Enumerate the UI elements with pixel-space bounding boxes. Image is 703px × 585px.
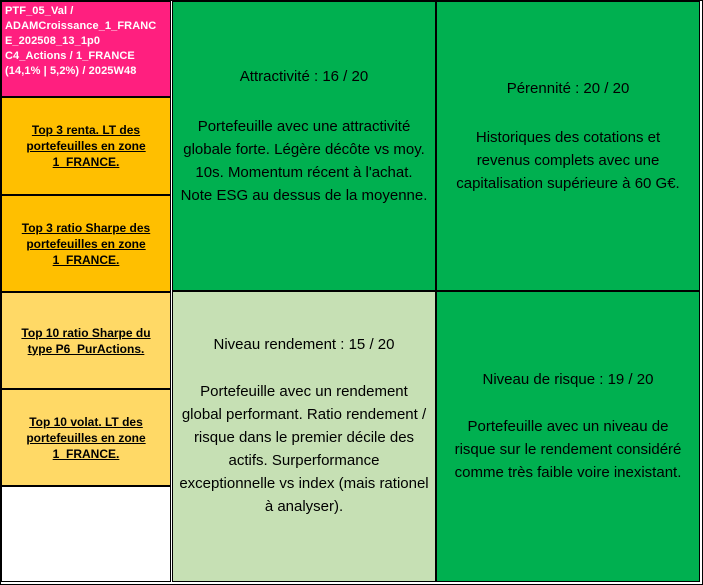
- rendement-description: Portefeuille avec un rendement global performant. Ratio rendement / risque dans le premier décile des actifs. Surperformance exceptionnelle vs index (mais rationel à analyser).: [179, 383, 429, 515]
- perennite-description: Historiques des cotations et revenus complets avec une capitalisation supérieure à 60 G€.: [456, 129, 680, 192]
- top10-volat-link[interactable]: Top 10 volat. LT des portefeuilles en zone 1_FRANCE.: [26, 414, 146, 461]
- risque-cell: [436, 291, 700, 582]
- top3-renta-link[interactable]: Top 3 renta. LT des portefeuilles en zone 1_FRANCE.: [26, 123, 146, 169]
- empty-cell: [1, 486, 171, 582]
- rendement-cell: [172, 291, 436, 582]
- portfolio-line-4: C4_Actions / 1_FRANCE: [5, 50, 135, 62]
- top3-sharpe-link[interactable]: Top 3 ratio Sharpe des portefeuilles en zone 1_FRANCE.: [21, 220, 151, 267]
- attractivite-cell: [172, 1, 436, 291]
- portfolio-header: [1, 1, 171, 97]
- portfolio-line-1: PTF_05_Val /: [5, 5, 74, 17]
- top10-sharpe-cell[interactable]: [1, 292, 171, 389]
- top10-volat-cell[interactable]: [1, 389, 171, 486]
- portfolio-line-5: (14,1% | 5,2%) / 2025W48: [5, 65, 137, 77]
- top10-sharpe-link[interactable]: Top 10 ratio Sharpe du type P6_PurActions.: [21, 325, 151, 356]
- risque-score: Niveau de risque : 19 / 20: [482, 371, 654, 388]
- attractivite-score: Attractivité : 16 / 20: [239, 68, 369, 85]
- portfolio-line-2: ADAMCroissance_1_FRANC: [5, 20, 157, 32]
- portfolio-line-3: E_202508_13_1p0: [5, 35, 101, 47]
- attractivite-description: Portefeuille avec une attractivité globale forte. Légère décôte vs moy. 10s. Momentum récent à l'achat. Note ESG au dessus de la moyenne.: [180, 118, 428, 204]
- perennite-score: Pérennité : 20 / 20: [506, 80, 630, 97]
- perennite-cell: [436, 1, 700, 291]
- top3-renta-cell[interactable]: [1, 97, 171, 195]
- rendement-score: Niveau rendement : 15 / 20: [213, 336, 395, 353]
- top3-sharpe-cell[interactable]: [1, 195, 171, 292]
- risque-description: Portefeuille avec un niveau de risque sur le rendement considéré comme très faible voire inexistant.: [454, 418, 682, 481]
